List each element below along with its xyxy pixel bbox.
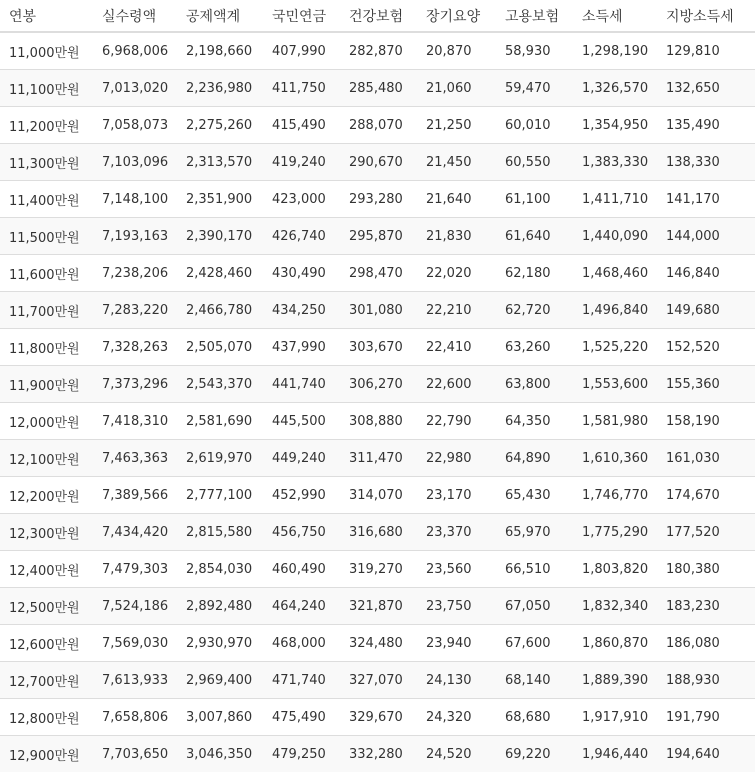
cell-income-tax: 1,746,770 <box>573 477 657 514</box>
table-row <box>0 329 755 366</box>
cell-national-pension: 415,490 <box>263 107 340 144</box>
cell-local-income-tax: 129,810 <box>657 32 755 70</box>
table-row <box>0 440 755 477</box>
cell-long-term-care: 22,020 <box>417 255 496 292</box>
cell-national-pension: 441,740 <box>263 366 340 403</box>
cell-long-term-care: 22,410 <box>417 329 496 366</box>
cell-employment-insurance: 64,890 <box>496 440 573 477</box>
cell-national-pension: 475,490 <box>263 699 340 736</box>
cell-national-pension: 445,500 <box>263 403 340 440</box>
cell-national-pension: 460,490 <box>263 551 340 588</box>
cell-net-pay: 7,283,220 <box>93 292 177 329</box>
table-row <box>0 514 755 551</box>
cell-health-insurance: 314,070 <box>340 477 417 514</box>
cell-national-pension: 411,750 <box>263 70 340 107</box>
header-local-income-tax: 지방소득세 <box>657 0 755 32</box>
cell-annual-salary: 12,500만원 <box>0 588 93 625</box>
cell-annual-salary: 12,400만원 <box>0 551 93 588</box>
cell-health-insurance: 306,270 <box>340 366 417 403</box>
cell-annual-salary: 12,900만원 <box>0 736 93 772</box>
cell-total-deduction: 3,007,860 <box>177 699 263 736</box>
cell-national-pension: 471,740 <box>263 662 340 699</box>
cell-total-deduction: 2,777,100 <box>177 477 263 514</box>
cell-annual-salary: 12,600만원 <box>0 625 93 662</box>
cell-health-insurance: 311,470 <box>340 440 417 477</box>
cell-long-term-care: 22,600 <box>417 366 496 403</box>
cell-income-tax: 1,581,980 <box>573 403 657 440</box>
cell-income-tax: 1,610,360 <box>573 440 657 477</box>
table-row <box>0 699 755 736</box>
cell-income-tax: 1,383,330 <box>573 144 657 181</box>
cell-national-pension: 449,240 <box>263 440 340 477</box>
cell-total-deduction: 2,236,980 <box>177 70 263 107</box>
cell-annual-salary: 11,300만원 <box>0 144 93 181</box>
cell-local-income-tax: 183,230 <box>657 588 755 625</box>
cell-net-pay: 7,569,030 <box>93 625 177 662</box>
cell-income-tax: 1,832,340 <box>573 588 657 625</box>
cell-income-tax: 1,298,190 <box>573 32 657 70</box>
cell-local-income-tax: 191,790 <box>657 699 755 736</box>
cell-local-income-tax: 149,680 <box>657 292 755 329</box>
cell-net-pay: 7,373,296 <box>93 366 177 403</box>
cell-long-term-care: 22,980 <box>417 440 496 477</box>
cell-employment-insurance: 65,970 <box>496 514 573 551</box>
cell-national-pension: 452,990 <box>263 477 340 514</box>
cell-local-income-tax: 135,490 <box>657 107 755 144</box>
header-net-pay: 실수령액 <box>93 0 177 32</box>
cell-income-tax: 1,525,220 <box>573 329 657 366</box>
cell-income-tax: 1,860,870 <box>573 625 657 662</box>
header-national-pension: 국민연금 <box>263 0 340 32</box>
table-row <box>0 662 755 699</box>
cell-health-insurance: 298,470 <box>340 255 417 292</box>
cell-income-tax: 1,440,090 <box>573 218 657 255</box>
table-row <box>0 255 755 292</box>
table-row <box>0 625 755 662</box>
cell-annual-salary: 11,100만원 <box>0 70 93 107</box>
cell-income-tax: 1,889,390 <box>573 662 657 699</box>
cell-total-deduction: 2,930,970 <box>177 625 263 662</box>
cell-national-pension: 437,990 <box>263 329 340 366</box>
table-row <box>0 218 755 255</box>
cell-employment-insurance: 68,680 <box>496 699 573 736</box>
cell-local-income-tax: 188,930 <box>657 662 755 699</box>
cell-health-insurance: 288,070 <box>340 107 417 144</box>
header-income-tax: 소득세 <box>573 0 657 32</box>
cell-long-term-care: 23,170 <box>417 477 496 514</box>
cell-employment-insurance: 65,430 <box>496 477 573 514</box>
cell-local-income-tax: 180,380 <box>657 551 755 588</box>
table-row <box>0 70 755 107</box>
cell-national-pension: 468,000 <box>263 625 340 662</box>
header-total-deduction: 공제액계 <box>177 0 263 32</box>
cell-long-term-care: 23,370 <box>417 514 496 551</box>
table-row <box>0 366 755 403</box>
cell-employment-insurance: 66,510 <box>496 551 573 588</box>
cell-annual-salary: 11,700만원 <box>0 292 93 329</box>
table-row <box>0 551 755 588</box>
cell-employment-insurance: 60,550 <box>496 144 573 181</box>
header-employment-insurance: 고용보험 <box>496 0 573 32</box>
cell-total-deduction: 2,390,170 <box>177 218 263 255</box>
cell-net-pay: 7,613,933 <box>93 662 177 699</box>
cell-health-insurance: 321,870 <box>340 588 417 625</box>
cell-long-term-care: 22,210 <box>417 292 496 329</box>
cell-income-tax: 1,775,290 <box>573 514 657 551</box>
cell-total-deduction: 2,505,070 <box>177 329 263 366</box>
cell-total-deduction: 2,619,970 <box>177 440 263 477</box>
cell-annual-salary: 11,900만원 <box>0 366 93 403</box>
cell-net-pay: 7,148,100 <box>93 181 177 218</box>
cell-health-insurance: 319,270 <box>340 551 417 588</box>
cell-total-deduction: 2,969,400 <box>177 662 263 699</box>
cell-long-term-care: 23,560 <box>417 551 496 588</box>
cell-income-tax: 1,946,440 <box>573 736 657 772</box>
cell-national-pension: 407,990 <box>263 32 340 70</box>
cell-long-term-care: 21,060 <box>417 70 496 107</box>
cell-net-pay: 6,968,006 <box>93 32 177 70</box>
table-header <box>0 0 755 32</box>
cell-national-pension: 464,240 <box>263 588 340 625</box>
cell-income-tax: 1,354,950 <box>573 107 657 144</box>
cell-health-insurance: 327,070 <box>340 662 417 699</box>
cell-local-income-tax: 138,330 <box>657 144 755 181</box>
cell-income-tax: 1,917,910 <box>573 699 657 736</box>
header-long-term-care: 장기요양 <box>417 0 496 32</box>
cell-long-term-care: 24,130 <box>417 662 496 699</box>
cell-long-term-care: 24,520 <box>417 736 496 772</box>
cell-net-pay: 7,479,303 <box>93 551 177 588</box>
cell-local-income-tax: 144,000 <box>657 218 755 255</box>
cell-net-pay: 7,058,073 <box>93 107 177 144</box>
cell-net-pay: 7,418,310 <box>93 403 177 440</box>
cell-local-income-tax: 194,640 <box>657 736 755 772</box>
cell-long-term-care: 21,450 <box>417 144 496 181</box>
cell-annual-salary: 12,700만원 <box>0 662 93 699</box>
cell-net-pay: 7,013,020 <box>93 70 177 107</box>
cell-health-insurance: 285,480 <box>340 70 417 107</box>
cell-net-pay: 7,389,566 <box>93 477 177 514</box>
cell-employment-insurance: 61,100 <box>496 181 573 218</box>
cell-total-deduction: 2,581,690 <box>177 403 263 440</box>
cell-annual-salary: 12,200만원 <box>0 477 93 514</box>
cell-annual-salary: 12,800만원 <box>0 699 93 736</box>
cell-total-deduction: 2,543,370 <box>177 366 263 403</box>
cell-long-term-care: 24,320 <box>417 699 496 736</box>
table-row <box>0 107 755 144</box>
table-body <box>0 32 755 772</box>
cell-health-insurance: 282,870 <box>340 32 417 70</box>
cell-total-deduction: 2,892,480 <box>177 588 263 625</box>
cell-total-deduction: 2,313,570 <box>177 144 263 181</box>
cell-total-deduction: 2,466,780 <box>177 292 263 329</box>
cell-local-income-tax: 146,840 <box>657 255 755 292</box>
cell-local-income-tax: 186,080 <box>657 625 755 662</box>
cell-national-pension: 456,750 <box>263 514 340 551</box>
cell-net-pay: 7,703,650 <box>93 736 177 772</box>
cell-long-term-care: 22,790 <box>417 403 496 440</box>
cell-employment-insurance: 68,140 <box>496 662 573 699</box>
cell-annual-salary: 11,400만원 <box>0 181 93 218</box>
cell-net-pay: 7,328,263 <box>93 329 177 366</box>
cell-employment-insurance: 67,600 <box>496 625 573 662</box>
cell-long-term-care: 23,750 <box>417 588 496 625</box>
cell-local-income-tax: 152,520 <box>657 329 755 366</box>
cell-health-insurance: 293,280 <box>340 181 417 218</box>
cell-income-tax: 1,553,600 <box>573 366 657 403</box>
cell-employment-insurance: 63,260 <box>496 329 573 366</box>
cell-employment-insurance: 62,720 <box>496 292 573 329</box>
table-row <box>0 144 755 181</box>
cell-employment-insurance: 67,050 <box>496 588 573 625</box>
cell-total-deduction: 2,854,030 <box>177 551 263 588</box>
table-row <box>0 292 755 329</box>
cell-local-income-tax: 155,360 <box>657 366 755 403</box>
table-row <box>0 403 755 440</box>
cell-total-deduction: 2,275,260 <box>177 107 263 144</box>
cell-annual-salary: 12,100만원 <box>0 440 93 477</box>
cell-health-insurance: 301,080 <box>340 292 417 329</box>
cell-health-insurance: 295,870 <box>340 218 417 255</box>
cell-annual-salary: 11,800만원 <box>0 329 93 366</box>
table-row <box>0 181 755 218</box>
cell-net-pay: 7,103,096 <box>93 144 177 181</box>
cell-local-income-tax: 161,030 <box>657 440 755 477</box>
cell-health-insurance: 316,680 <box>340 514 417 551</box>
cell-annual-salary: 12,000만원 <box>0 403 93 440</box>
header-row <box>0 0 755 32</box>
cell-health-insurance: 324,480 <box>340 625 417 662</box>
cell-employment-insurance: 61,640 <box>496 218 573 255</box>
cell-health-insurance: 290,670 <box>340 144 417 181</box>
header-health-insurance: 건강보험 <box>340 0 417 32</box>
cell-employment-insurance: 60,010 <box>496 107 573 144</box>
cell-income-tax: 1,803,820 <box>573 551 657 588</box>
cell-income-tax: 1,411,710 <box>573 181 657 218</box>
cell-health-insurance: 332,280 <box>340 736 417 772</box>
cell-annual-salary: 11,500만원 <box>0 218 93 255</box>
cell-total-deduction: 2,198,660 <box>177 32 263 70</box>
cell-total-deduction: 3,046,350 <box>177 736 263 772</box>
table-row <box>0 32 755 70</box>
cell-long-term-care: 21,830 <box>417 218 496 255</box>
cell-total-deduction: 2,428,460 <box>177 255 263 292</box>
cell-health-insurance: 329,670 <box>340 699 417 736</box>
cell-national-pension: 430,490 <box>263 255 340 292</box>
cell-income-tax: 1,468,460 <box>573 255 657 292</box>
cell-employment-insurance: 69,220 <box>496 736 573 772</box>
cell-total-deduction: 2,351,900 <box>177 181 263 218</box>
cell-employment-insurance: 59,470 <box>496 70 573 107</box>
table-row <box>0 736 755 772</box>
cell-annual-salary: 11,600만원 <box>0 255 93 292</box>
cell-long-term-care: 23,940 <box>417 625 496 662</box>
cell-annual-salary: 12,300만원 <box>0 514 93 551</box>
cell-employment-insurance: 62,180 <box>496 255 573 292</box>
table-row <box>0 477 755 514</box>
cell-net-pay: 7,658,806 <box>93 699 177 736</box>
cell-total-deduction: 2,815,580 <box>177 514 263 551</box>
cell-employment-insurance: 58,930 <box>496 32 573 70</box>
table-row <box>0 588 755 625</box>
cell-national-pension: 434,250 <box>263 292 340 329</box>
cell-net-pay: 7,238,206 <box>93 255 177 292</box>
header-annual-salary: 연봉 <box>0 0 93 32</box>
cell-net-pay: 7,434,420 <box>93 514 177 551</box>
cell-long-term-care: 20,870 <box>417 32 496 70</box>
cell-annual-salary: 11,200만원 <box>0 107 93 144</box>
cell-national-pension: 423,000 <box>263 181 340 218</box>
cell-health-insurance: 303,670 <box>340 329 417 366</box>
cell-annual-salary: 11,000만원 <box>0 32 93 70</box>
cell-national-pension: 479,250 <box>263 736 340 772</box>
cell-net-pay: 7,524,186 <box>93 588 177 625</box>
cell-employment-insurance: 63,800 <box>496 366 573 403</box>
cell-employment-insurance: 64,350 <box>496 403 573 440</box>
cell-net-pay: 7,193,163 <box>93 218 177 255</box>
cell-health-insurance: 308,880 <box>340 403 417 440</box>
cell-local-income-tax: 174,670 <box>657 477 755 514</box>
cell-national-pension: 426,740 <box>263 218 340 255</box>
cell-national-pension: 419,240 <box>263 144 340 181</box>
cell-net-pay: 7,463,363 <box>93 440 177 477</box>
cell-income-tax: 1,496,840 <box>573 292 657 329</box>
cell-local-income-tax: 158,190 <box>657 403 755 440</box>
cell-long-term-care: 21,640 <box>417 181 496 218</box>
cell-long-term-care: 21,250 <box>417 107 496 144</box>
cell-income-tax: 1,326,570 <box>573 70 657 107</box>
cell-local-income-tax: 177,520 <box>657 514 755 551</box>
cell-local-income-tax: 141,170 <box>657 181 755 218</box>
cell-local-income-tax: 132,650 <box>657 70 755 107</box>
